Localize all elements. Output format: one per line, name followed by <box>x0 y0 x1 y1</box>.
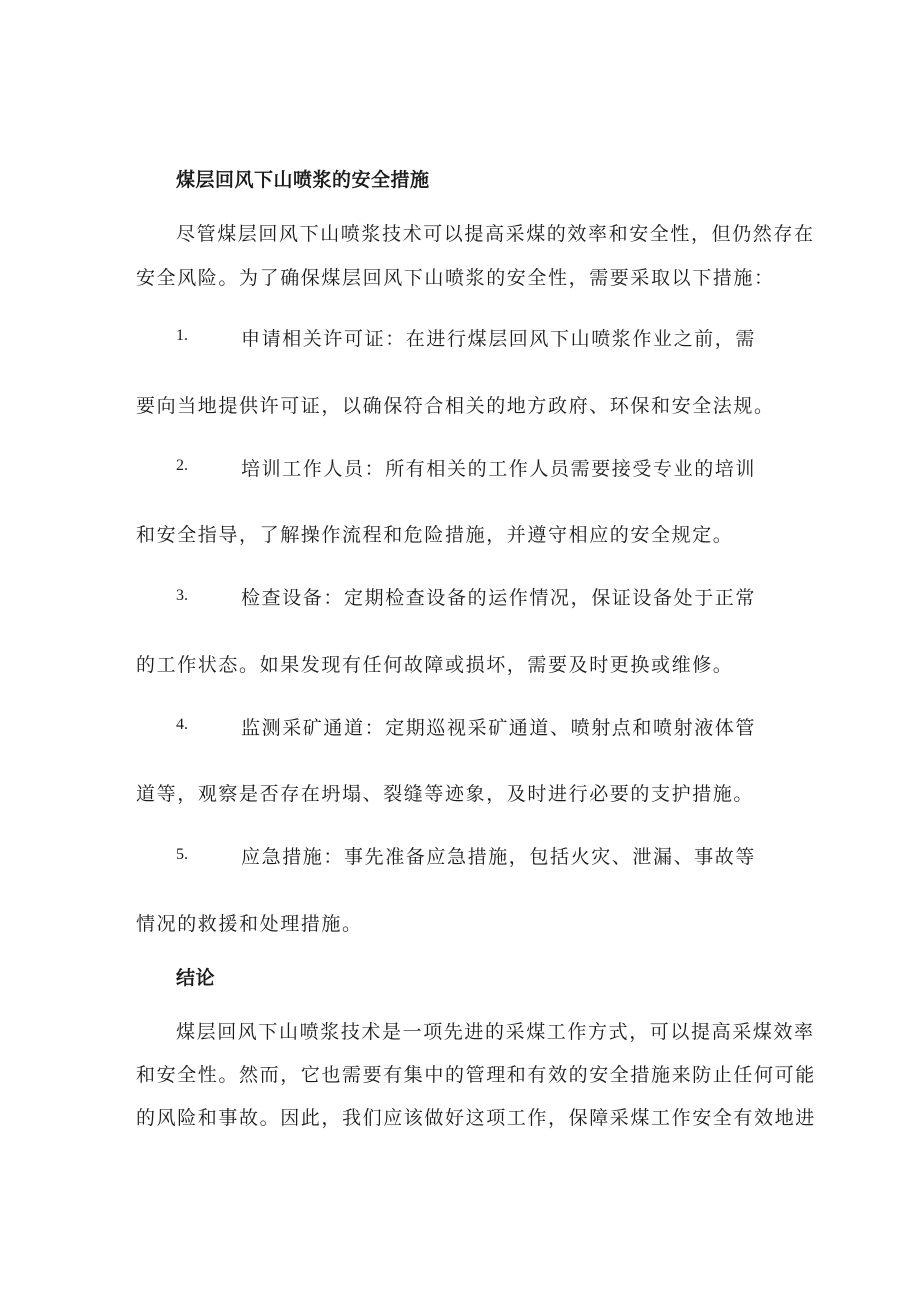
list-item-5-line-1: 应急措施：事先准备应急措施，包括火灾、泄漏、事故等 <box>241 846 757 868</box>
list-item-number-2: 2. <box>176 457 188 474</box>
intro-line-2: 安全风险。为了确保煤层回风下山喷浆的安全性，需要采取以下措施： <box>136 267 775 289</box>
section-heading-safety-measures: 煤层回风下山喷浆的安全措施 <box>176 169 430 191</box>
section-heading-conclusion: 结论 <box>176 967 216 989</box>
list-item-1-line-1: 申请相关许可证：在进行煤层回风下山喷浆作业之前，需 <box>241 328 757 350</box>
conclusion-line-1: 煤层回风下山喷浆技术是一项先进的采煤工作方式，可以提高采煤效率 <box>176 1021 815 1043</box>
intro-line-1: 尽管煤层回风下山喷浆技术可以提高采煤的效率和安全性，但仍然存在 <box>176 223 815 245</box>
list-item-2-line-1: 培训工作人员：所有相关的工作人员需要接受专业的培训 <box>241 458 757 480</box>
list-item-3-line-1: 检查设备：定期检查设备的运作情况，保证设备处于正常 <box>241 587 757 609</box>
list-item-4-line-2: 道等，观察是否存在坍塌、裂缝等迹象，及时进行必要的支护措施。 <box>136 783 755 805</box>
list-item-3-line-2: 的工作状态。如果发现有任何故障或损坏，需要及时更换或维修。 <box>136 654 734 676</box>
list-item-number-1: 1. <box>176 327 188 344</box>
list-item-4-line-1: 监测采矿通道：定期巡视采矿通道、喷射点和喷射液体管 <box>241 717 757 739</box>
list-item-number-3: 3. <box>176 587 188 604</box>
list-item-number-4: 4. <box>176 716 188 733</box>
list-item-5-line-2: 情况的救援和处理措施。 <box>136 913 363 935</box>
list-item-number-5: 5. <box>176 846 188 863</box>
conclusion-line-3: 的风险和事故。因此，我们应该做好这项工作，保障采煤工作安全有效地进 <box>136 1107 816 1129</box>
conclusion-line-2: 和安全性。然而，它也需要有集中的管理和有效的安全措施来防止任何可能 <box>136 1064 816 1086</box>
list-item-1-line-2: 要向当地提供许可证，以确保符合相关的地方政府、环保和安全法规。 <box>136 395 775 417</box>
list-item-2-line-2: 和安全指导，了解操作流程和危险措施，并遵守相应的安全规定。 <box>136 524 734 546</box>
